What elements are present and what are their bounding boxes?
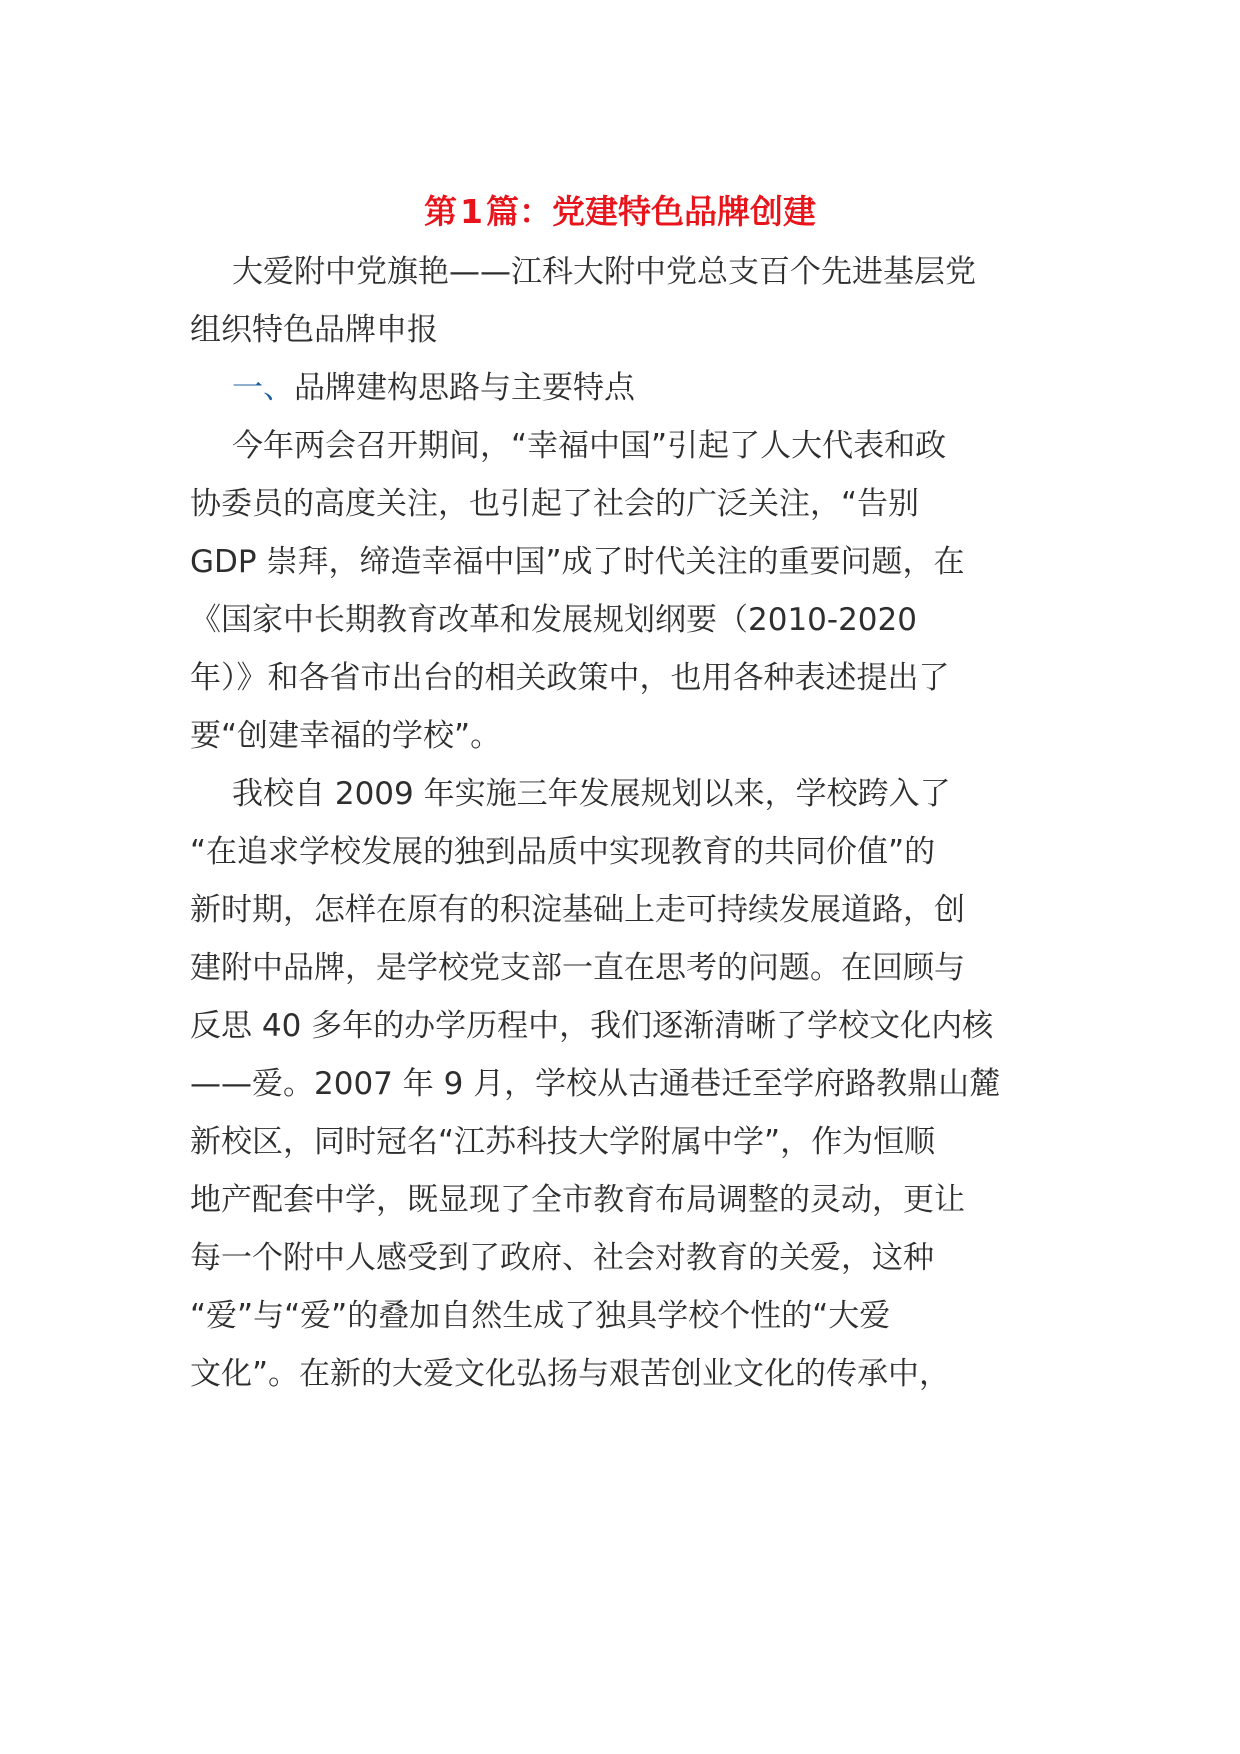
title-suffix: 篇：党建特色品牌创建 — [485, 192, 816, 231]
paragraph-line: GDP 崇拜，缔造幸福中国”成了时代关注的重要问题，在 — [190, 544, 965, 580]
section-heading — [232, 364, 635, 412]
title-prefix: 第 — [424, 192, 458, 231]
paragraph-line: 年）》和各省市出台的相关政策中，也用各种表述提出了 — [190, 660, 950, 696]
title-number: 1 — [460, 192, 483, 231]
paragraph-line: 今年两会召开期间，“幸福中国”引起了人大代表和政 — [232, 428, 947, 464]
paragraph-line: “在追求学校发展的独到品质中实现教育的共同价值”的 — [190, 834, 936, 870]
paragraph-line: 新校区，同时冠名“江苏科技大学附属中学”，作为恒顺 — [190, 1124, 936, 1160]
paragraph-line: 《国家中长期教育改革和发展规划纲要（2010-2020 — [190, 602, 917, 638]
paragraph-line: 反思 40 多年的办学历程中，我们逐渐清晰了学校文化内核 — [190, 1008, 994, 1044]
section-heading-text: 品牌建构思路与主要特点 — [294, 370, 635, 406]
paragraph-line: 我校自 2009 年实施三年发展规划以来，学校跨入了 — [232, 776, 951, 812]
paragraph-line: 新时期，怎样在原有的积淀基础上走可持续发展道路，创 — [190, 892, 965, 928]
paragraph-line: “爱”与“爱”的叠加自然生成了独具学校个性的“大爱 — [190, 1298, 891, 1334]
paragraph-line: 地产配套中学，既显现了全市教育布局调整的灵动，更让 — [190, 1182, 965, 1218]
section-heading-number: 一、 — [232, 370, 294, 406]
subtitle-line: 大爱附中党旗艳——江科大附中党总支百个先进基层党 — [232, 254, 976, 290]
paragraph-line: 每一个附中人感受到了政府、社会对教育的关爱，这种 — [190, 1240, 934, 1276]
paragraph-line: 要“创建幸福的学校”。 — [190, 718, 502, 754]
document-title — [0, 188, 1240, 236]
paragraph-line: ——爱。2007 年 9 月，学校从古通巷迁至学府路教鼎山麓 — [190, 1066, 1001, 1102]
subtitle-line: 组织特色品牌申报 — [190, 312, 438, 348]
paragraph-line: 建附中品牌，是学校党支部一直在思考的问题。在回顾与 — [190, 950, 965, 986]
paragraph-line: 文化”。在新的大爱文化弘扬与艰苦创业文化的传承中， — [190, 1356, 951, 1392]
paragraph-line: 协委员的高度关注，也引起了社会的广泛关注，“告别 — [190, 486, 920, 522]
